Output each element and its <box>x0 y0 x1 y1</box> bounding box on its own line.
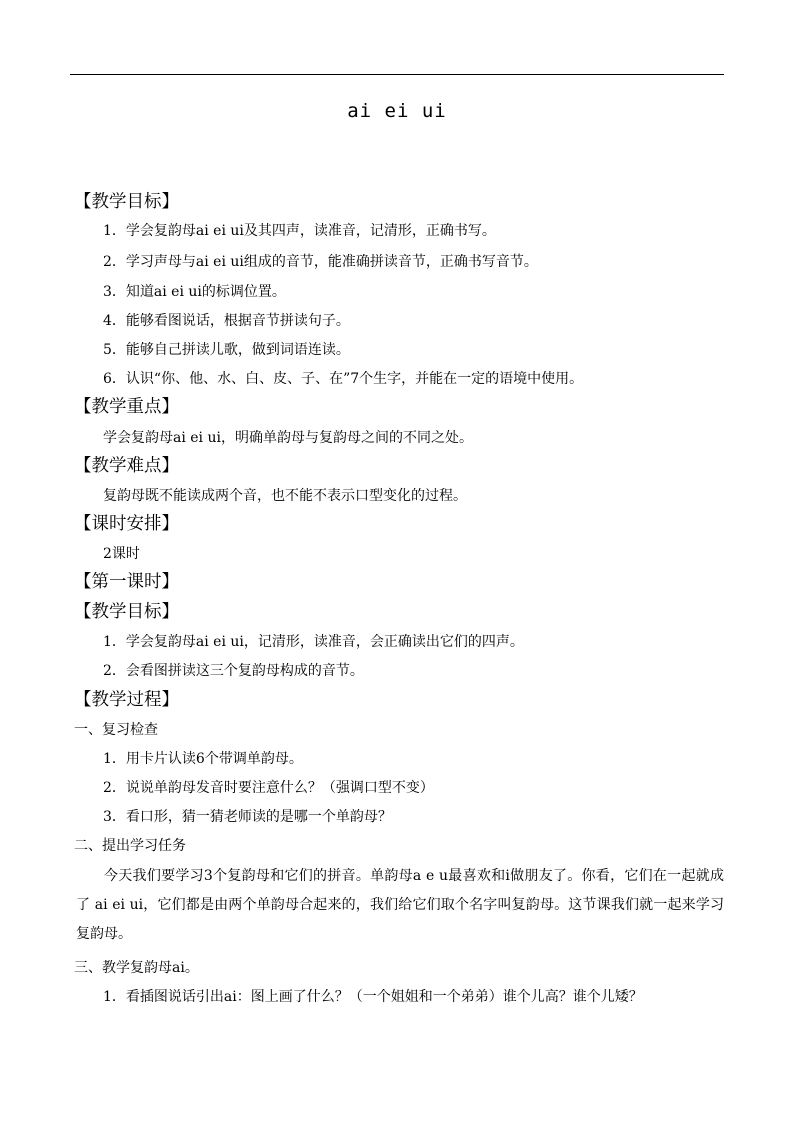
task-heading: 二、提出学习任务 <box>74 838 186 854</box>
lesson1-goal-item: 1．学会复韵母ai ei ui，记清形，读准音，会正确读出它们的四声。 <box>103 634 524 650</box>
goal-item: 4．能够看图说话，根据音节拼读句子。 <box>103 313 350 329</box>
difficulty-heading: 【教学难点】 <box>74 456 179 476</box>
schedule-text: 2课时 <box>103 546 140 562</box>
key-heading: 【教学重点】 <box>74 397 179 417</box>
process-heading: 【教学过程】 <box>74 690 179 710</box>
difficulty-text: 复韵母既不能读成两个音，也不能不表示口型变化的过程。 <box>103 488 467 504</box>
header-rule <box>70 74 724 75</box>
lesson1-goals-heading: 【教学目标】 <box>74 602 179 622</box>
goal-item: 6．认识“你、他、水、白、皮、子、在”7个生字，并能在一定的语境中使用。 <box>103 371 584 387</box>
schedule-heading: 【课时安排】 <box>74 514 179 534</box>
lesson1-heading: 【第一课时】 <box>74 572 179 592</box>
teach-item: 1．看插图说话引出ai：图上画了什么？（一个姐姐和一个弟弟）谁个儿高？谁个儿矮？ <box>103 989 643 1005</box>
review-item: 1．用卡片认读6个带调单韵母。 <box>103 751 303 767</box>
lesson1-goal-item: 2．会看图拼读这三个复韵母构成的音节。 <box>103 663 364 679</box>
goal-item: 5．能够自己拼读儿歌，做到词语连读。 <box>103 342 350 358</box>
review-heading: 一、复习检查 <box>74 722 158 738</box>
teach-heading: 三、教学复韵母ai。 <box>74 960 199 976</box>
review-item: 2．说说单韵母发音时要注意什么？（强调口型不变） <box>103 780 434 796</box>
goal-item: 2．学习声母与ai ei ui组成的音节，能准确拼读音节，正确书写音节。 <box>103 254 538 270</box>
key-text: 学会复韵母ai ei ui，明确单韵母与复韵母之间的不同之处。 <box>103 430 473 446</box>
task-paragraph: 今天我们要学习3个复韵母和它们的拼音。单韵母a e u最喜欢和i做朋友了。你看，它们在一起就成了 ai ei ui，它们都是由两个单韵母合起来的，我们给它们取个名字叫复韵母。这节课我们就一起来学习复韵母。 <box>76 868 724 942</box>
goal-item: 3．知道ai ei ui的标调位置。 <box>103 284 286 300</box>
page-title: ai ei ui <box>347 100 447 122</box>
review-item: 3．看口形，猜一猜老师读的是哪一个单韵母？ <box>103 809 392 825</box>
goal-item: 1．学会复韵母ai ei ui及其四声，读准音，记清形，正确书写。 <box>103 223 496 239</box>
goals-heading: 【教学目标】 <box>74 192 179 212</box>
